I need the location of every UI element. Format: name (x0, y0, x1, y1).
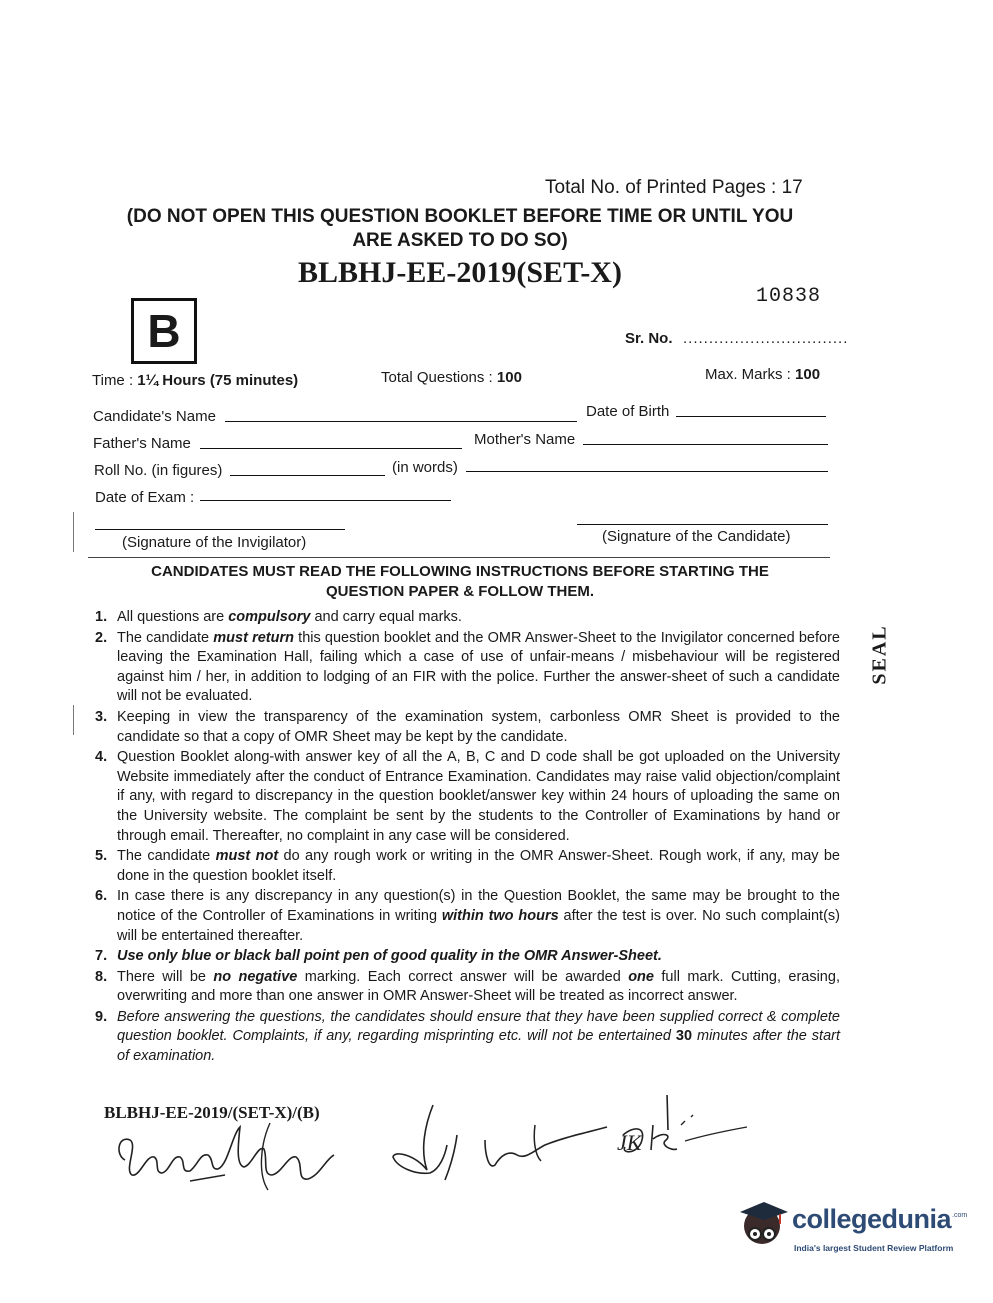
instruction-number: 8. (95, 968, 108, 985)
roll-figures-line[interactable] (230, 475, 385, 476)
instruction-item (95, 1008, 840, 1067)
booklet-number: 10838 (756, 285, 822, 308)
invigilator-signature-line[interactable] (95, 529, 345, 530)
instruction-emphasis: 30 (675, 1028, 693, 1045)
mascot-icon (732, 1196, 792, 1256)
instruction-item (95, 748, 840, 846)
instruction-text-part: All questions are (117, 609, 229, 625)
footer-paper-code: BLBHJ-EE-2019/(SET-X)/(B) (104, 1103, 320, 1122)
instruction-emphasis: Use only blue or black ball point pen of good quality in the OMR Answer-Sheet. (117, 948, 662, 965)
dob-label: Date of Birth (586, 403, 670, 420)
instruction-number: 4. (95, 749, 108, 766)
logo-tld: .com (952, 1212, 968, 1219)
instruction-text (117, 629, 840, 707)
dob-line[interactable] (676, 416, 826, 417)
instruction-text (117, 887, 840, 946)
instruction-text (117, 968, 840, 1007)
instructions-heading-line-2: QUESTION PAPER & FOLLOW THEM. (325, 583, 595, 600)
father-name-line[interactable] (200, 448, 462, 449)
instruction-text-part: do any rough work or writing in the OMR Answer-Sheet. Rough work, if any, may be done in the question booklet itself. (117, 848, 841, 884)
instruction-number: 2. (95, 629, 108, 646)
instruction-text-part: after the test is over. No such complaint(s) will be entertained thereafter. (117, 907, 840, 944)
warning-line-2: ARE ASKED TO DO SO) (352, 230, 568, 251)
instruction-emphasis: one (628, 968, 654, 985)
instruction-text (117, 847, 840, 886)
max-marks: Max. Marks : 100 (705, 366, 821, 383)
instruction-number: 7. (95, 948, 108, 965)
instruction-number: 9. (95, 1008, 108, 1025)
warning-line-1: (DO NOT OPEN THIS QUESTION BOOKLET BEFORE TIME OR UNTIL YOU (126, 206, 794, 227)
instruction-text-part: The candidate (117, 629, 214, 646)
roll-words-line[interactable] (466, 471, 828, 472)
seal-text: SEAL (868, 624, 891, 685)
logo-name: collegedunia (792, 1204, 952, 1234)
candidate-signature-label: (Signature of the Candidate) (602, 528, 791, 545)
handwritten-signature-1 (110, 1115, 350, 1195)
instruction-number: 1. (95, 609, 108, 625)
instruction-emphasis: compulsory (228, 609, 311, 625)
instruction-text-part: The candidate (117, 848, 216, 865)
father-name-label: Father's Name (93, 435, 191, 452)
instructions-heading-line-1: CANDIDATES MUST READ THE FOLLOWING INSTRUCTIONS BEFORE STARTING THE (151, 563, 769, 580)
instruction-item (95, 629, 840, 707)
sr-no-label: Sr. No. (625, 330, 673, 347)
instruction-item (95, 947, 840, 967)
instruction-number: 3. (95, 708, 108, 725)
seal-label (860, 615, 900, 695)
instruction-item (95, 847, 840, 886)
margin-mark (73, 512, 74, 552)
mother-name-line[interactable] (583, 444, 828, 445)
instructions-list (95, 608, 840, 1068)
logo-tagline: India's largest Student Review Platform (794, 1243, 954, 1253)
instruction-emphasis: no negative (213, 968, 298, 985)
instruction-text-part: this question booklet and the OMR Answer-Sheet to the Invigilator concerned before leaving the Examination Hall, failing which a case of use of unfair-means / misbehaviour will be registered against him / her, in addition to lodging of an FIR with the police. Further the answer-sheet of such a candidate will not be evaluated. (117, 629, 840, 705)
instruction-text: Question Booklet along-with answer key of all the A, B, C and D code shall be got uploaded on the University Website immediately after the conduct of Entrance Examination. Candidates may raise valid objection/complaint if any, with regard to discrepancy in the question booklet/answer key within 24 hours of uploading the same on the University website. The complaint be sent by the students to the Controller of Examinations by hand or through email. Thereafter, no complaint in any case will be considered. (117, 749, 840, 844)
candidate-name-line[interactable] (225, 421, 577, 422)
invigilator-signature-label: (Signature of the Invigilator) (122, 534, 307, 551)
instruction-text (117, 947, 840, 967)
instruction-text-part: and carry equal marks. (310, 609, 462, 625)
mother-name-label: Mother's Name (474, 431, 576, 448)
instruction-item (95, 968, 840, 1007)
instruction-italic: minutes after the start of examination. (117, 1028, 840, 1065)
collegedunia-logo[interactable] (732, 1196, 972, 1266)
instruction-emphasis: must return (213, 629, 294, 646)
instruction-item (95, 887, 840, 946)
instruction-italic: Before answering the questions, the candidates should ensure that they have been supplied correct & complete question booklet. Complaints, if any, regarding misprinting etc. will not be entertained (117, 1008, 840, 1045)
section-divider (88, 557, 830, 558)
handwritten-signature-2 (385, 1095, 765, 1190)
instruction-number: 5. (95, 848, 108, 865)
instruction-text-part: In case there is any discrepancy in any question(s) in the Question Booklet, the same may be brought to the notice of the Controller of Examinations in writing (117, 888, 840, 924)
sr-no-dots: ................................ (683, 330, 849, 347)
instruction-item (95, 708, 840, 747)
instruction-text (117, 608, 840, 628)
candidate-name-label: Candidate's Name (93, 408, 216, 425)
instruction-text-part: full mark. Cutting, erasing, overwriting and more than one answer in OMR Answer-Sheet will be treated as incorrect answer. (117, 968, 840, 1005)
instruction-text-part: marking. Each correct answer will be awarded (297, 968, 629, 985)
exam-date-line[interactable] (200, 500, 451, 501)
do-not-open-warning (95, 205, 825, 253)
instruction-item (95, 608, 840, 628)
paper-code-title: BLBHJ-EE-2019(SET-X) (298, 256, 622, 289)
roll-figures-label: Roll No. (in figures) (94, 462, 223, 479)
candidate-signature-line[interactable] (577, 524, 828, 525)
exam-time (92, 372, 298, 389)
instruction-emphasis: within two hours (441, 907, 559, 924)
signature-initials: JK (617, 1130, 642, 1155)
instructions-heading (100, 562, 820, 602)
set-letter-box: B (131, 298, 197, 364)
roll-words-label: (in words) (392, 459, 458, 476)
instruction-emphasis: must not (215, 848, 279, 865)
exam-date-label: Date of Exam : (95, 489, 195, 506)
total-questions: Total Questions : 100 (381, 369, 522, 386)
instruction-text-part: There will be (117, 968, 214, 985)
exam-time-text: Time : 1¼ Hours (75 minutes) (92, 372, 299, 389)
margin-mark (73, 705, 74, 735)
instruction-text (117, 1008, 840, 1067)
instruction-number: 6. (95, 888, 108, 905)
instruction-text: Keeping in view the transparency of the examination system, carbonless OMR Sheet is provided to the candidate so that a copy of OMR Sheet may be kept by the candidate. (117, 708, 840, 745)
total-pages: Total No. of Printed Pages : 17 (545, 177, 803, 198)
